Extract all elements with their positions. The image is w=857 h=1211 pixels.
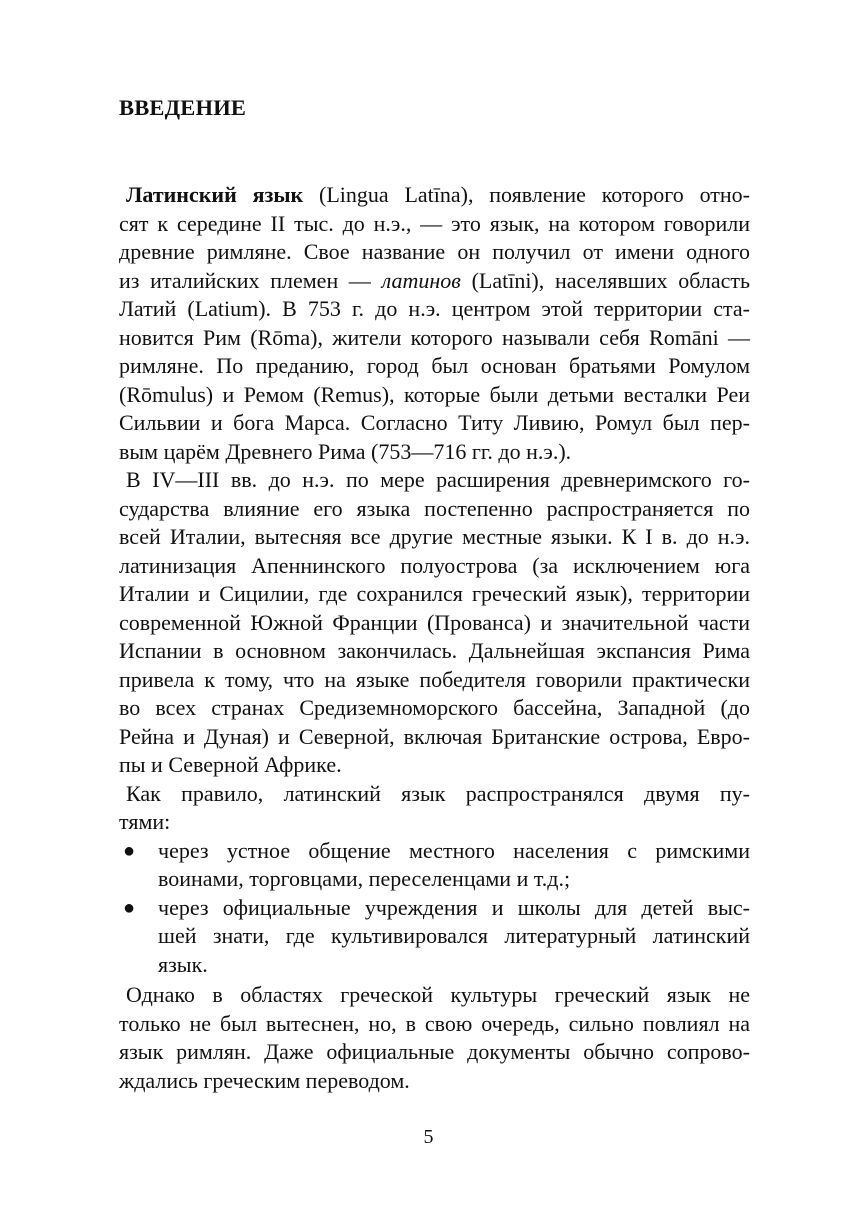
- paragraph-line: сударства влияние его языка постепенно распространяется по: [119, 495, 750, 521]
- paragraph-line: ждались греческим переводом.: [119, 1067, 410, 1093]
- paragraph-line: современной Южной Франции (Прованса) и значительной части: [119, 609, 750, 635]
- paragraph-line: Испании в основном закончилась. Дальнейшая экспансия Рима: [119, 638, 750, 663]
- paragraph-line: римляне. По преданию, город был основан братьями Ромулом: [119, 353, 750, 378]
- paragraph-line: всей Италии, вытесняя все другие местные языки. К I в. до н.э.: [119, 524, 750, 549]
- list-item-line: язык.: [158, 951, 208, 977]
- paragraph-line: язык римлян. Даже официальные документы обычно сопрово-: [119, 1039, 750, 1064]
- section-heading: ВВЕДЕНИЕ: [119, 95, 247, 120]
- paragraph-line: (Rōmulus) и Ремом (Remus), которые были детьми весталки Реи: [119, 381, 750, 407]
- paragraph-line: новится Рим (Rōma), жители которого называли себя Romāni —: [119, 324, 750, 350]
- paragraph-line: Однако в областях греческой культуры греческий язык не: [126, 982, 750, 1007]
- page-number: 5: [423, 1126, 434, 1148]
- list-item-line: через официальные учреждения и школы для детей выс-: [158, 894, 750, 920]
- paragraph-line: вым царём Древнего Рима (753—716 гг. до н.э.).: [119, 438, 572, 464]
- paragraph-line: древние римляне. Свое название он получил от имени одного: [119, 239, 750, 264]
- body-text: [119, 181, 750, 1095]
- paragraph-line: латинизация Апеннинского полуострова (за исключением юга: [119, 552, 750, 578]
- paragraph-line: Сильвии и бога Марса. Согласно Титу Ливию, Ромул был пер-: [119, 410, 750, 435]
- paragraph-line: сят к середине II тыс. до н.э., — это язык, на котором говорили: [119, 210, 750, 236]
- paragraph-line: [119, 267, 750, 296]
- paragraph-line: во всех странах Средиземноморского бассейна, Западной (до: [119, 695, 750, 720]
- list-item: [119, 894, 750, 980]
- term-latins: латинов: [381, 267, 461, 293]
- term-latin-language: Латинский язык: [126, 182, 304, 207]
- list-item-line: шей знати, где культивировался литературный латинский: [158, 923, 750, 948]
- paragraph-line: только не был вытеснен, но, в свою очередь, сильно повлиял на: [119, 1010, 750, 1036]
- text-run: (Lingua Latīna), появление которого отно-: [303, 182, 751, 207]
- paragraph-line: привела к тому, что на языке победителя говорили практически: [119, 666, 750, 692]
- paragraph-line: Италии и Сицилии, где сохранился греческий язык), территории: [119, 581, 750, 606]
- bullet-icon: ●: [123, 839, 136, 862]
- paragraph-line: [119, 181, 750, 210]
- text-run: из италийских племен —: [119, 267, 382, 293]
- paragraph-line: пы и Северной Африке.: [119, 752, 342, 777]
- bullet-icon: ●: [123, 896, 136, 919]
- paragraph-line: В IV—III вв. до н.э. по мере расширения древнеримского го-: [126, 467, 750, 492]
- paragraph-3: [119, 780, 750, 837]
- list-item-line: воинами, торговцами, переселенцами и т.д.;: [158, 866, 571, 891]
- paragraph-line: Рейна и Дуная) и Северной, включая Британские острова, Евро-: [119, 723, 750, 749]
- bullet-list: [119, 837, 750, 980]
- paragraph-line: Латий (Latium). В 753 г. до н.э. центром этой территории ста-: [119, 296, 750, 321]
- list-item-line: через устное общение местного населения с римскими: [158, 837, 750, 863]
- paragraph-2: [119, 466, 750, 780]
- paragraph-line: Как правило, латинский язык распространялся двумя пу-: [126, 780, 750, 806]
- paragraph-1: [119, 181, 750, 466]
- paragraph-line: тями:: [119, 809, 171, 834]
- text-run: (Latīni), населявших область: [460, 267, 751, 293]
- paragraph-4: [119, 981, 750, 1095]
- list-item: [119, 837, 750, 894]
